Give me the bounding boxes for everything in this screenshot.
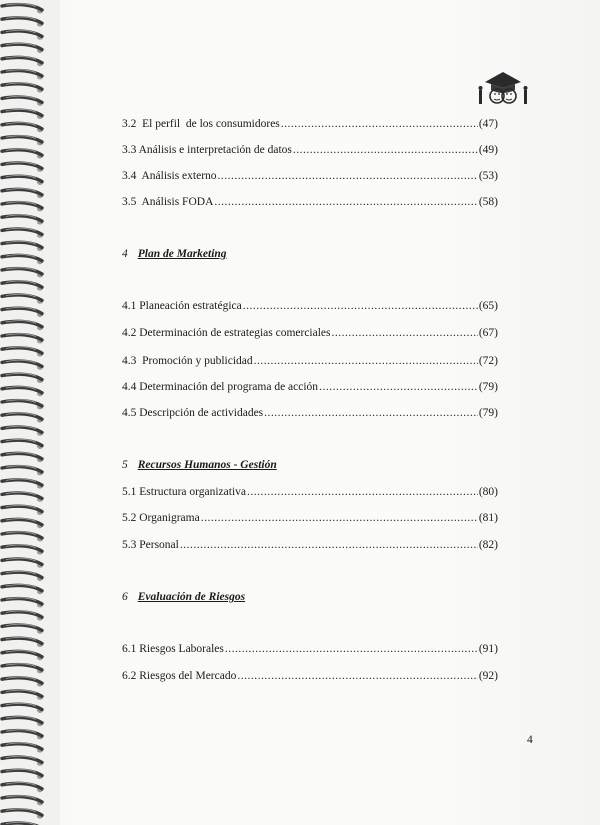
- toc-entry-page: (49): [478, 144, 498, 156]
- toc-entry: [122, 117, 498, 131]
- toc-entry-label: 3.5 Análisis FODA: [122, 196, 214, 208]
- toc-dot-leader: [332, 326, 478, 340]
- toc-entry-page: (92): [478, 670, 498, 682]
- toc-entry-label: 3.4 Análisis externo: [122, 170, 217, 182]
- toc-dot-leader: [180, 538, 478, 552]
- toc-dot-leader: [247, 485, 478, 499]
- toc-entry: [122, 642, 498, 656]
- toc-entry: [122, 326, 498, 340]
- toc-dot-leader: [218, 169, 478, 183]
- toc-entry: [122, 669, 498, 683]
- toc-dot-leader: [214, 195, 477, 209]
- section-title: Plan de Marketing: [137, 248, 227, 260]
- section-number: 6: [122, 591, 128, 603]
- toc-entry-label: 6.1 Riesgos Laborales: [122, 643, 224, 655]
- toc-entry-page: (67): [478, 327, 498, 339]
- section-heading: [122, 247, 227, 261]
- toc-entry: [122, 299, 498, 313]
- toc-dot-leader: [225, 642, 478, 656]
- toc-dot-leader: [201, 511, 478, 525]
- section-number: 4: [122, 248, 128, 260]
- toc-entry: [122, 406, 498, 420]
- toc-entry-page: (79): [478, 407, 498, 419]
- toc-entry-page: (47): [478, 118, 498, 130]
- section-heading: [122, 590, 245, 604]
- toc-entry: [122, 538, 498, 552]
- toc-dot-leader: [243, 299, 478, 313]
- toc-entry-page: (53): [478, 170, 498, 182]
- toc-entry-page: (79): [478, 381, 498, 393]
- toc-entry: [122, 169, 498, 183]
- toc-entry-label: 4.5 Descripción de actividades: [122, 407, 264, 419]
- toc-entry: [122, 511, 498, 525]
- toc-entry-page: (65): [478, 300, 498, 312]
- toc-entry: [122, 354, 498, 368]
- toc-entry-label: 6.2 Riesgos del Mercado: [122, 670, 237, 682]
- toc-entry-label: 5.1 Estructura organizativa: [122, 486, 247, 498]
- toc-entry-page: (80): [478, 486, 498, 498]
- toc-entry: [122, 143, 498, 157]
- section-title: Recursos Humanos - Gestión: [137, 459, 277, 471]
- toc-entry-label: 5.2 Organigrama: [122, 512, 200, 524]
- toc-entry-label: 4.3 Promoción y publicidad: [122, 355, 253, 367]
- toc-dot-leader: [319, 380, 478, 394]
- toc-entry-label: 4.4 Determinación del programa de acción: [122, 381, 319, 393]
- toc-entry-label: 4.1 Planeación estratégica: [122, 300, 242, 312]
- toc-entry: [122, 380, 498, 394]
- toc-entry: [122, 195, 498, 209]
- graduation-faces-logo-icon: [473, 68, 533, 108]
- toc-entry-page: (91): [478, 643, 498, 655]
- toc-entry-label: 4.2 Determinación de estrategias comerciales: [122, 327, 331, 339]
- toc-entry-label: 5.3 Personal: [122, 539, 179, 551]
- section-heading: [122, 458, 277, 472]
- page-number: 4: [527, 734, 533, 746]
- section-title: Evaluación de Riesgos: [137, 591, 246, 603]
- toc-dot-leader: [254, 354, 478, 368]
- toc-dot-leader: [237, 669, 477, 683]
- toc-entry: [122, 485, 498, 499]
- toc-entry-page: (81): [478, 512, 498, 524]
- toc-entry-label: 3.2 El perfil de los consumidores: [122, 118, 280, 130]
- toc-dot-leader: [264, 406, 478, 420]
- spiral-binding-icon: [0, 0, 60, 825]
- toc-entry-label: 3.3 Análisis e interpretación de datos: [122, 144, 292, 156]
- toc-entry-page: (72): [478, 355, 498, 367]
- section-number: 5: [122, 459, 128, 471]
- toc-dot-leader: [293, 143, 478, 157]
- toc-entry-page: (82): [478, 539, 498, 551]
- toc-dot-leader: [281, 117, 478, 131]
- toc-entry-page: (58): [478, 196, 498, 208]
